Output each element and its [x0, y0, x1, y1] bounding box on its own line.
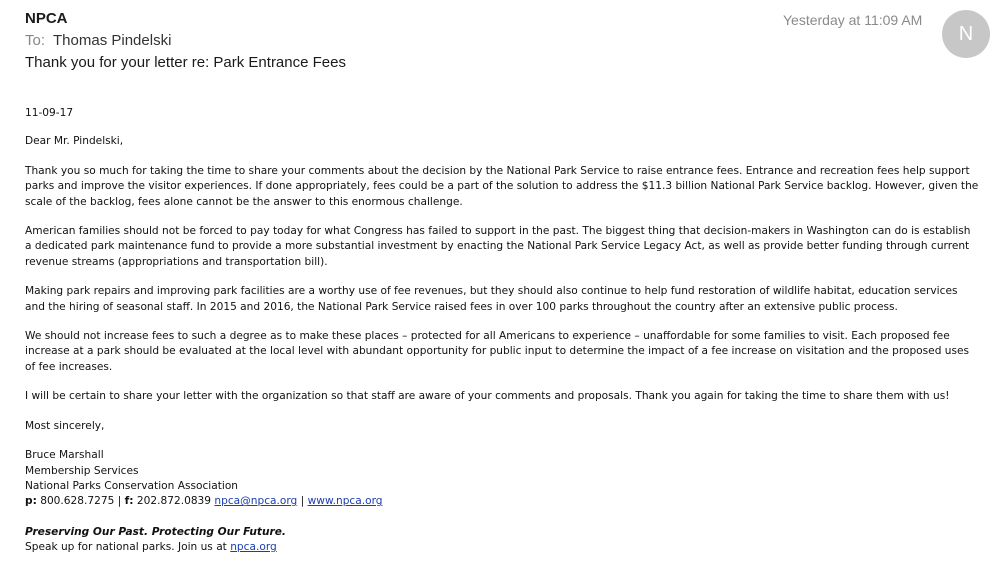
- sender-name: NPCA: [25, 10, 68, 27]
- join-link[interactable]: npca.org: [230, 541, 277, 554]
- contact-separator: |: [117, 495, 122, 508]
- greeting: Dear Mr. Pindelski,: [25, 135, 124, 148]
- contact-line: [25, 494, 980, 509]
- body-paragraph-2: American families should not be forced to pay today for what Congress has failed to support in the past. The biggest thing that decision-makers in Washington can do is establish a dedicated park maintenance fund to provide a more substantial investment by enacting the National Park Service Legacy Act, as well as provide better funding through current revenue streams (appropriations and transportation bill).: [25, 225, 971, 268]
- email-header: [0, 0, 1000, 80]
- tagline-block: [25, 525, 980, 556]
- fax-label: f:: [124, 495, 134, 508]
- signer-name: Bruce Marshall: [25, 449, 104, 462]
- body-paragraph-4: We should not increase fees to such a degree as to make these places – protected for all Americans to experience – unaffordable for some families to visit. Each proposed fee increase at a park should be evaluated at the local level with abundant opportunity for public input to determine the impact of a fee increase on visitation and the proposed uses of fee increases.: [25, 330, 970, 373]
- email-body: [25, 106, 980, 556]
- body-paragraph-5: I will be certain to share your letter with the organization so that staff are aware of your comments and proposals. Thank you again for taking the time to share them with us!: [25, 390, 950, 403]
- website-link[interactable]: www.npca.org: [307, 495, 383, 508]
- call-to-action: [25, 540, 980, 555]
- phone-label: p:: [25, 495, 37, 508]
- fax-number: 202.872.0839: [136, 495, 212, 508]
- recipient-name[interactable]: Thomas Pindelski: [53, 32, 172, 49]
- signer-department: Membership Services: [25, 464, 139, 477]
- signer-organization: National Parks Conservation Association: [25, 479, 239, 492]
- email-subject: Thank you for your letter re: Park Entrance Fees: [25, 54, 346, 71]
- phone-number: 800.628.7275: [40, 495, 115, 508]
- sender-avatar: N: [942, 10, 990, 58]
- closing: Most sincerely,: [25, 419, 105, 432]
- call-to-action-text: Speak up for national parks. Join us at: [25, 541, 227, 554]
- email-timestamp: Yesterday at 11:09 AM: [783, 12, 923, 28]
- recipient-line: [25, 32, 171, 49]
- contact-separator: |: [300, 495, 305, 508]
- tagline: Preserving Our Past. Protecting Our Future.: [25, 525, 286, 538]
- email-link[interactable]: npca@npca.org: [214, 495, 298, 508]
- body-paragraph-3: Making park repairs and improving park facilities are a worthy use of fee revenues, but they should also continue to help fund restoration of wildlife habitat, education services and the hiring of seasonal staff. In 2015 and 2016, the National Park Service raised fees in over 100 parks throughout the country after an extensive public process.: [25, 285, 958, 313]
- body-paragraph-1: Thank you so much for taking the time to share your comments about the decision by the National Park Service to raise entrance fees. Entrance and recreation fees help support parks and improve the visitor experiences. If done appropriately, fees could be a part of the solution to address the $11.3 billion National Park Service backlog. However, given the scale of the backlog, fees alone cannot be the answer to this enormous challenge.: [25, 164, 979, 208]
- signature: [25, 448, 980, 510]
- to-label: To:: [25, 32, 46, 49]
- letter-date: 11-09-17: [25, 107, 74, 119]
